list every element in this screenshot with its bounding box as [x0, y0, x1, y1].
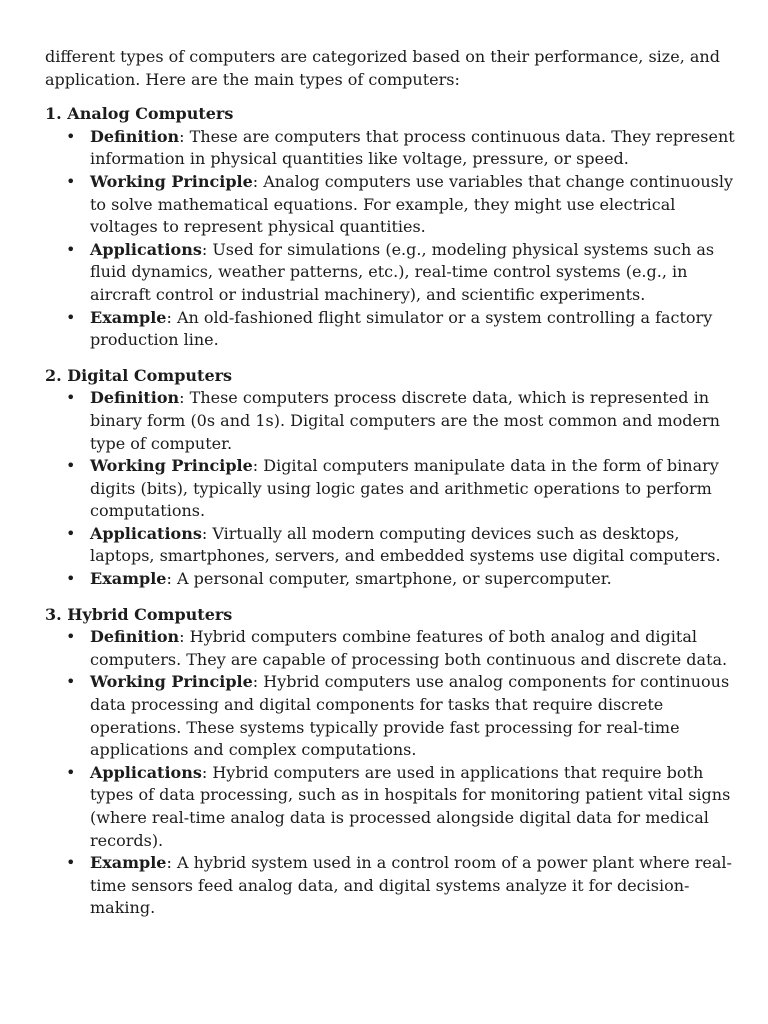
document-page [45, 46, 735, 933]
bullet-list [45, 626, 735, 920]
list-item [45, 455, 735, 523]
item-text: : Hybrid computers combine features of both analog and digital computers. They are capable of processing both continuous and discrete data. [90, 627, 728, 669]
item-term: Working Principle [90, 171, 253, 191]
list-item [45, 387, 735, 455]
list-item [45, 171, 735, 239]
list-item [45, 852, 735, 920]
item-term: Working Principle [90, 456, 253, 476]
item-text: : An old-fashioned flight simulator or a system controlling a factory production line. [90, 307, 713, 350]
item-term: Definition [90, 126, 180, 146]
bullet-list [45, 387, 735, 590]
list-item [45, 568, 735, 591]
list-item [45, 523, 735, 568]
intro-paragraph: different types of computers are categorized based on their performance, size, and application. Here are the main types of computers: [45, 47, 720, 89]
item-text: : These computers process discrete data, which is represented in binary form (0s and 1s). Digital computers are the most common and modern type of computer. [90, 388, 720, 453]
item-term: Definition [90, 388, 180, 408]
bullet-list [45, 126, 735, 352]
section-title: 3. Hybrid Computers [45, 604, 233, 624]
item-text: : Used for simulations (e.g., modeling physical systems such as fluid dynamics, weather patterns, etc.), real-time control systems (e.g., in aircraft control or industrial machinery), and scientific experiments. [90, 239, 715, 304]
item-term: Example [90, 569, 167, 589]
item-text: : Hybrid computers are used in applications that require both types of data processing, such as in hospitals for monitoring patient vital signs (where real-time analog data is processed alongside digital data for medical records). [90, 762, 731, 850]
list-item [45, 762, 735, 852]
list-item [45, 626, 735, 671]
section-digital-computers [45, 365, 735, 591]
section-title: 1. Analog Computers [45, 104, 234, 124]
section-hybrid-computers [45, 604, 735, 920]
list-item [45, 307, 735, 352]
item-term: Example [90, 853, 167, 873]
section-analog-computers [45, 103, 735, 352]
list-item [45, 671, 735, 761]
item-term: Applications [90, 523, 202, 543]
item-text: : Analog computers use variables that change continuously to solve mathematical equations. For example, they might use electrical voltages to represent physical quantities. [90, 171, 734, 237]
section-title: 2. Digital Computers [45, 365, 233, 385]
item-term: Applications [90, 239, 202, 259]
item-term: Example [90, 307, 167, 327]
item-text: : These are computers that process continuous data. They represent information in physical quantities like voltage, pressure, or speed. [90, 126, 735, 169]
item-term: Working Principle [90, 672, 253, 692]
item-text: : A personal computer, smartphone, or supercomputer. [166, 569, 612, 589]
item-term: Applications [90, 762, 202, 782]
item-text: : Digital computers manipulate data in the form of binary digits (bits), typically using logic gates and arithmetic operations to perform computations. [90, 456, 719, 521]
item-text: : Virtually all modern computing devices such as desktops, laptops, smartphones, servers, and embedded systems use digital computers. [90, 523, 721, 566]
item-text: : A hybrid system used in a control room of a power plant where real-time sensors feed analog data, and digital systems analyze it for decision-making. [90, 853, 732, 918]
item-term: Definition [90, 627, 180, 647]
list-item [45, 126, 735, 171]
item-text: : Hybrid computers use analog components for continuous data processing and digital components for tasks that require discrete operations. These systems typically provide fast processing for real-time applications and complex computations. [90, 672, 730, 760]
list-item [45, 239, 735, 307]
